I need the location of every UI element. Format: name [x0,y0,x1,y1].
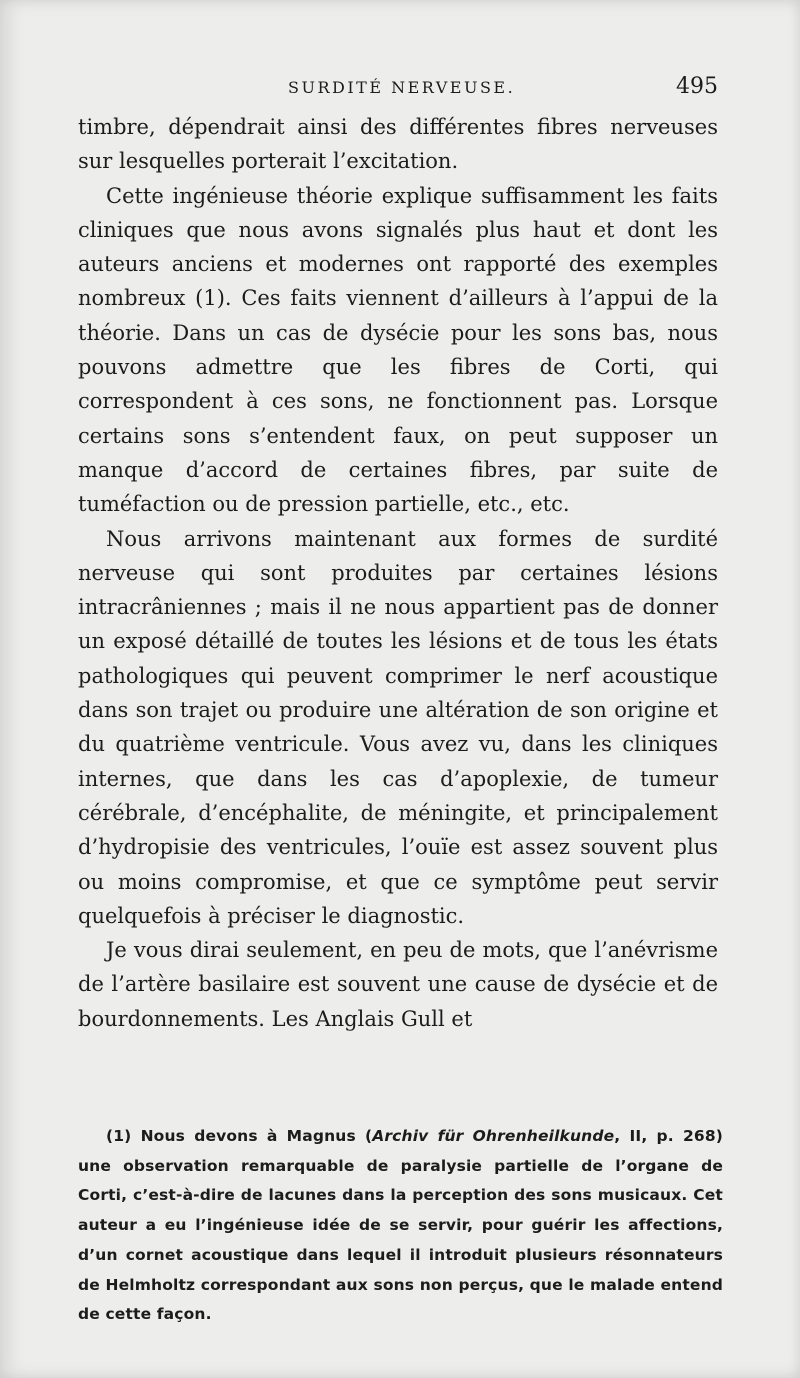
page-number: 495 [676,74,718,99]
footnote-text-rest: , II, p. 268) une observation remarquable de paralysie partielle de l’organe de Corti, c’est-à-dire de lacunes dans la perception des sons musicaux. Cet auteur a eu l’ingénieuse idée de se servir, pour guérir les affections, d’un cornet acoustique dans lequel il introduit plusieurs résonnateurs de Helmholtz correspondant aux sons non perçus, que le malade entend de cette façon. [78,1127,723,1324]
footnote-text-start: (1) Nous devons à Magnus ( [106,1127,373,1145]
paragraph-continued: timbre, dépendrait ainsi des différentes fibres nerveuses sur lesquelles porterait l’excitation. [78,115,718,174]
footnote-text [78,1122,723,1330]
footnote [78,1122,723,1330]
page-header [78,74,718,104]
paragraph: Cette ingénieuse théorie explique suffisamment les faits cliniques que nous avons signalés plus haut et dont les auteurs anciens et modernes ont rapporté des exemples nombreux (1). Ces faits viennent d’ailleurs à l’appui de la théorie. Dans un cas de dysécie pour les sons bas, nous pouvons admettre que les fibres de Corti, qui correspondent à ces sons, ne fonctionnent pas. Lorsque certains sons s’entendent faux, on peut supposer un manque d’accord de certaines fibres, par suite de tuméfaction ou de pression partielle, etc., etc. [78,183,718,517]
paragraph: Je vous dirai seulement, en peu de mots, que l’anévrisme de l’artère basilaire est souvent une cause de dysécie et de bourdonnements. Les Anglais Gull et [78,938,718,1031]
footnote-journal-title: Archiv für Ohrenheilkunde [372,1127,615,1145]
body-text [78,110,718,1036]
paragraph: Nous arrivons maintenant aux formes de surdité nerveuse qui sont produites par certaines lésions intracrâniennes ; mais il ne nous appartient pas de donner un exposé détaillé de toutes les lésions et de tous les états pathologiques qui peuvent comprimer le nerf acoustique dans son trajet ou produire une altération de son origine et du quatrième ventricule. Vous avez vu, dans les cliniques internes, que dans les cas d’apoplexie, de tumeur cérébrale, d’encéphalite, de méningite, et principalement d’hydropisie des ventricules, l’ouïe est assez souvent plus ou moins compromise, et que ce symptôme peut servir quelquefois à préciser le diagnostic. [78,526,718,928]
running-head: SURDITÉ NERVEUSE. [288,78,516,97]
